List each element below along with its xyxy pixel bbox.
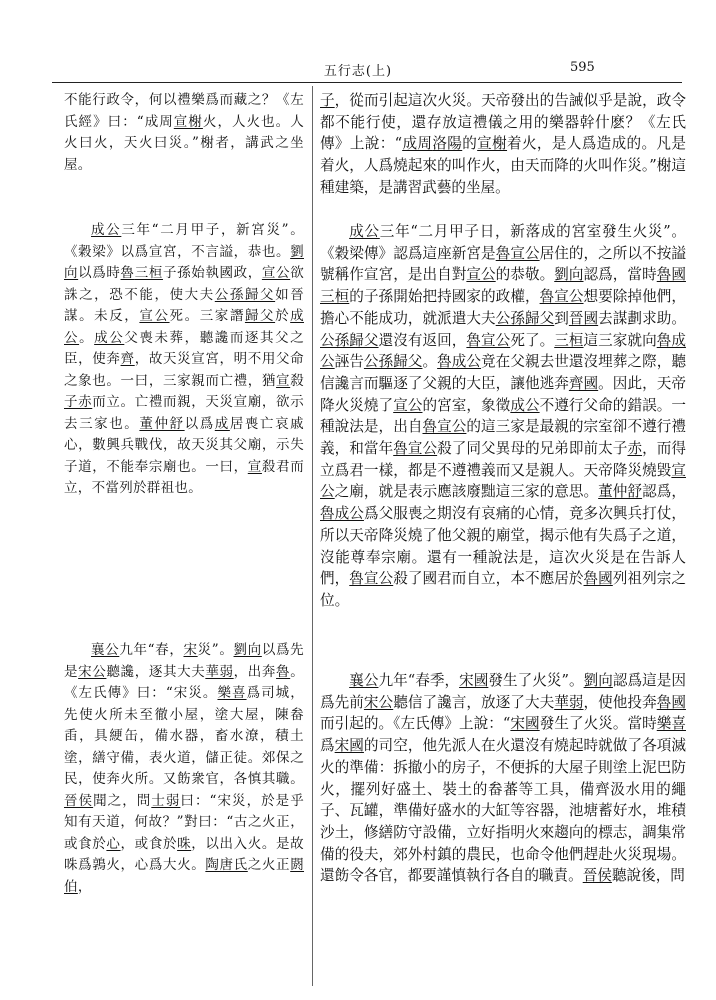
proper-name-text: 宋國: [510, 715, 540, 733]
proper-name-text: 襄公: [91, 642, 120, 658]
body-text: ，從而引起這次火災。天帝發出的告誡似乎是說，政令都不能行使，還存放這禮儀之用的樂器幹什麽？《左氏傳》上說：“: [320, 92, 686, 153]
proper-name-text: 心: [106, 835, 121, 852]
proper-name-text: 公孫歸父: [214, 286, 276, 303]
body-text: 子孫始執國政，: [162, 265, 262, 281]
right-paragraph-1: [320, 90, 686, 199]
proper-name-text: 宣: [247, 458, 262, 475]
body-text: 欲誅之，恐不能，使大夫: [64, 265, 304, 303]
body-text: 父喪未葬，聽讒而逐其父之臣，使奔: [64, 329, 304, 367]
proper-name-text: 公孫歸父: [495, 309, 555, 327]
body-text: 殺了國君而自立，本不應居於: [393, 570, 584, 588]
proper-name-text: 三桓: [554, 331, 584, 349]
right-paragraph-3: [320, 670, 686, 887]
body-text: 的宮室，象徵: [422, 396, 511, 414]
body-text: 聽說後，問: [611, 867, 685, 885]
proper-name-text: 魯宣公: [539, 288, 584, 306]
body-text: 如晉謀。未反，: [64, 286, 305, 324]
proper-name-text: 宋公: [78, 663, 107, 680]
body-text: 殺: [290, 372, 304, 389]
left-paragraph-3: [64, 640, 304, 898]
proper-name-text: 洛陽: [432, 135, 463, 153]
body-text: ，: [77, 878, 92, 895]
proper-name-text: 魯宣公: [393, 440, 438, 458]
proper-name-text: 華弱: [205, 663, 234, 680]
proper-name-text: 董仲舒: [598, 483, 643, 501]
body-text: 曰：“宋災，於是乎知有天道，何故？”對曰：“古之火正，或食於: [64, 792, 305, 852]
body-text: 九年“春季，: [378, 672, 460, 689]
body-text: ，故天災宣宮，明不用父命之象也。一曰，三家親而亡禮，猶: [64, 351, 304, 389]
proper-name-text: 魯宣公: [495, 244, 540, 262]
proper-name-text: 劉向: [554, 266, 584, 284]
body-text: 之廟，就是表示應該廢黜這三家的意思。: [334, 483, 599, 501]
body-text: 。: [79, 329, 95, 346]
body-text: 認爲，當時: [583, 266, 657, 284]
proper-name-text: 子赤: [64, 394, 93, 410]
proper-name-text: 成公: [94, 329, 125, 346]
left-paragraph-2: [64, 220, 304, 500]
proper-name-text: 閼伯: [64, 857, 305, 895]
body-text: 到: [554, 309, 569, 327]
proper-name-text: 魯成公: [320, 331, 686, 371]
proper-name-text: 魯國: [656, 693, 686, 711]
body-text: 發生了火災。當時: [539, 715, 657, 733]
body-text: 居喪亡哀戚心，數興兵戰伐，故天災其父廟，示失子道，不能奉宗廟也。一曰，: [64, 415, 304, 475]
body-text: 的這三家是最親的宗室卻不遵行禮義，和當年: [320, 418, 686, 458]
proper-name-text: 董仲舒: [139, 415, 185, 432]
proper-name-text: 魯宣公: [466, 331, 511, 349]
proper-name-text: 宣公: [466, 266, 496, 284]
proper-name-text: 魯宣公: [349, 570, 394, 588]
proper-name-text: 公孫歸父: [320, 331, 379, 349]
body-text: 不能行政令，何以禮樂爲而藏之？《左氏經》曰：“成周: [64, 92, 304, 130]
proper-name-text: 成公: [91, 222, 122, 238]
proper-name-text: 晉侯: [582, 867, 612, 885]
body-text: 誣告: [334, 353, 364, 371]
proper-name-text: 三桓: [134, 265, 163, 281]
body-text: 去謀劃求助。: [598, 309, 686, 327]
proper-name-text: 劉向: [583, 672, 613, 689]
proper-name-text: 士弱: [151, 792, 181, 809]
body-text: 的司空，他先派人在火還沒有燒起時就做了各項滅火的準備：拆撤小的房子，不便拆的大屋子則塗上泥巴防火，擺列好盛土、裝土的畚蕃等工具，備齊汲水用的繩子、瓦罐，準備好盛水的大缸等容器，池塘蓄好水，堆積沙土，修繕防守設備，立好指明火來趨向的標志，調集常備的役夫，郊外村鎮的農民，也命令他們趕赴火災現場。還飭令各官，都要謹慎執行各自的職責。: [320, 737, 686, 885]
proper-name-text: 晉侯: [64, 792, 94, 809]
body-text: 認爲這是因爲先前: [320, 672, 686, 711]
proper-name-text: 宣: [276, 372, 291, 389]
body-text: 的: [462, 135, 478, 153]
proper-name-text: 成周: [402, 135, 433, 153]
proper-name-text: 劉向: [64, 243, 304, 281]
proper-name-text: 赤: [627, 440, 643, 458]
body-text: 想要除掉他們，擔心不能成功，就派遣大夫: [320, 288, 686, 327]
body-text: ，使他投奔: [583, 693, 657, 711]
body-text: 爲司城，先使火所未至徹小屋，塗大屋，陳畚臿，具綆缶，備水器，畜水潦，積土塗，繕守備，表火道，儲正徒。郊保之民，使奔火所。又飭衆官，各慎其職。: [64, 685, 305, 787]
proper-name-text: 公孫歸父: [363, 353, 423, 371]
proper-name-text: 宋: [183, 642, 198, 658]
body-text: 的子孫開始把持國家的政權，: [349, 288, 540, 306]
body-text: 三年“二月甲子日，新落成的宮室發生火災”。《穀梁傳》認爲這座新宮是: [320, 223, 686, 262]
body-text: 三年“二月甲子，新宮災”。《穀梁》以爲宣宮，不言謚，恭也。: [64, 222, 304, 260]
proper-name-text: 宣公: [320, 461, 686, 501]
proper-name-text: 宣榭: [477, 135, 508, 153]
body-text: 爲父服喪之期沒有哀痛的心情，竟多次興兵打仗，所以天帝降災燒了他父親的廟堂，揭示他有失爲子之道，沒能尊奉宗廟。還有一種說法是，這次火災是在告訴人們，: [320, 505, 686, 588]
proper-name-text: 樂喜: [217, 685, 247, 701]
proper-name-text: 歸父: [244, 308, 276, 324]
proper-name-text: 宣榭: [173, 113, 203, 130]
body-text: 列祖列宗之位。: [320, 570, 686, 609]
proper-name-text: 宋國: [459, 672, 489, 689]
body-text: 而立。亡禮而親，天災宣廟，欲示去三家也。: [64, 394, 304, 432]
body-text: 災”。: [197, 642, 234, 658]
body-text: 不遵行父命的錯誤。一種說法是，出自: [320, 396, 686, 436]
proper-name-text: 晉國: [568, 309, 599, 327]
proper-name-text: 三桓: [320, 288, 350, 306]
body-text: ，以出入火。是故咮爲鶉火，心爲大火。: [64, 835, 304, 873]
body-text: 於: [275, 308, 291, 324]
proper-name-text: 魯: [276, 663, 291, 680]
body-text: 竟在父親去世還沒埋葬之際，聽信讒言而驅逐了父親的大臣，讓他逃奔: [320, 353, 686, 392]
body-text: 殺君而立，不當列於群祖也。: [64, 458, 304, 496]
left-paragraph-1: [64, 90, 304, 176]
proper-name-text: 襄公: [349, 672, 379, 689]
proper-name-text: 宣公: [393, 396, 423, 414]
body-text: 爲: [320, 737, 335, 755]
body-text: 還沒有返回，: [378, 331, 467, 349]
proper-name-text: 宣公: [139, 308, 170, 324]
body-text: 認爲，: [642, 483, 686, 501]
body-text: 以爲先是: [64, 642, 304, 680]
proper-name-text: 齊: [120, 351, 135, 367]
proper-name-text: 齊國: [568, 374, 599, 392]
column-divider: [312, 86, 313, 986]
body-text: 九年“春，: [119, 642, 184, 658]
body-text: 的恭敬。: [495, 266, 555, 284]
proper-name-text: 魯國: [656, 266, 686, 284]
page-number: 595: [570, 60, 595, 75]
body-text: 死。三家譖: [169, 308, 245, 324]
body-text: ，出奔: [233, 663, 277, 680]
proper-name-text: 成公: [349, 223, 380, 240]
body-text: 。: [422, 353, 438, 371]
proper-name-text: 魯成公: [437, 353, 482, 371]
body-text: 死了。: [510, 331, 555, 349]
body-text: 之火正: [247, 857, 291, 873]
body-text: 。《左氏傳》曰：“宋災。: [64, 663, 304, 701]
body-text: 。因此，天帝降火災燒了: [320, 374, 686, 414]
proper-name-text: 華弱: [554, 693, 584, 711]
proper-name-text: 子: [320, 92, 335, 109]
proper-name-text: 成公: [510, 396, 540, 414]
proper-name-text: 樂喜: [656, 715, 686, 733]
proper-name-text: 魯: [120, 265, 135, 281]
proper-name-text: 宋公: [363, 693, 394, 711]
body-text: 發生了火災”。: [488, 672, 584, 689]
body-text: 以爲: [184, 415, 215, 432]
body-text: 聽讒，逐其大夫: [106, 663, 206, 680]
body-text: 火，人火也。人火曰火，天火曰災。”榭者，講武之坐屋。: [64, 113, 304, 173]
body-text: 殺了同父異母的兄弟即前太子: [437, 440, 628, 458]
body-text: 聽信了讒言，放逐了大夫: [393, 693, 555, 711]
right-paragraph-2: [320, 221, 686, 612]
body-text: 而引起的。《左氏傳》上說：“: [320, 715, 511, 733]
proper-name-text: 宣公: [261, 265, 291, 281]
proper-name-text: 魯國: [583, 570, 613, 588]
proper-name-text: 魯成公: [320, 505, 364, 523]
body-text: 居住的，之所以不按謚號稱作宣宮，是出自對: [320, 244, 686, 284]
proper-name-text: 成: [214, 415, 230, 432]
body-text: ，或食於: [120, 835, 178, 852]
body-text: ，而得立爲君一樣，都是不遵禮義而又是親人。天帝降災燒毀: [320, 440, 686, 479]
proper-name-text: 咮: [177, 835, 192, 852]
body-text: 以爲時: [78, 265, 121, 281]
proper-name-text: 宋國: [334, 737, 364, 755]
body-text: 聞之，問: [93, 792, 152, 809]
header-rule: [52, 82, 682, 83]
running-header-title: 五行志(上): [323, 64, 393, 79]
proper-name-text: 劉向: [233, 642, 262, 658]
body-text: 着火，是人爲造成的。凡是着火，人爲燒起來的叫作火，由天而降的火叫作災。”榭這種建築，是講習武藝的坐屋。: [320, 135, 686, 196]
proper-name-text: 魯宣公: [422, 418, 467, 436]
body-text: 這三家就向: [583, 331, 657, 349]
proper-name-text: 成公: [64, 308, 304, 346]
proper-name-text: 陶唐氏: [205, 857, 248, 873]
